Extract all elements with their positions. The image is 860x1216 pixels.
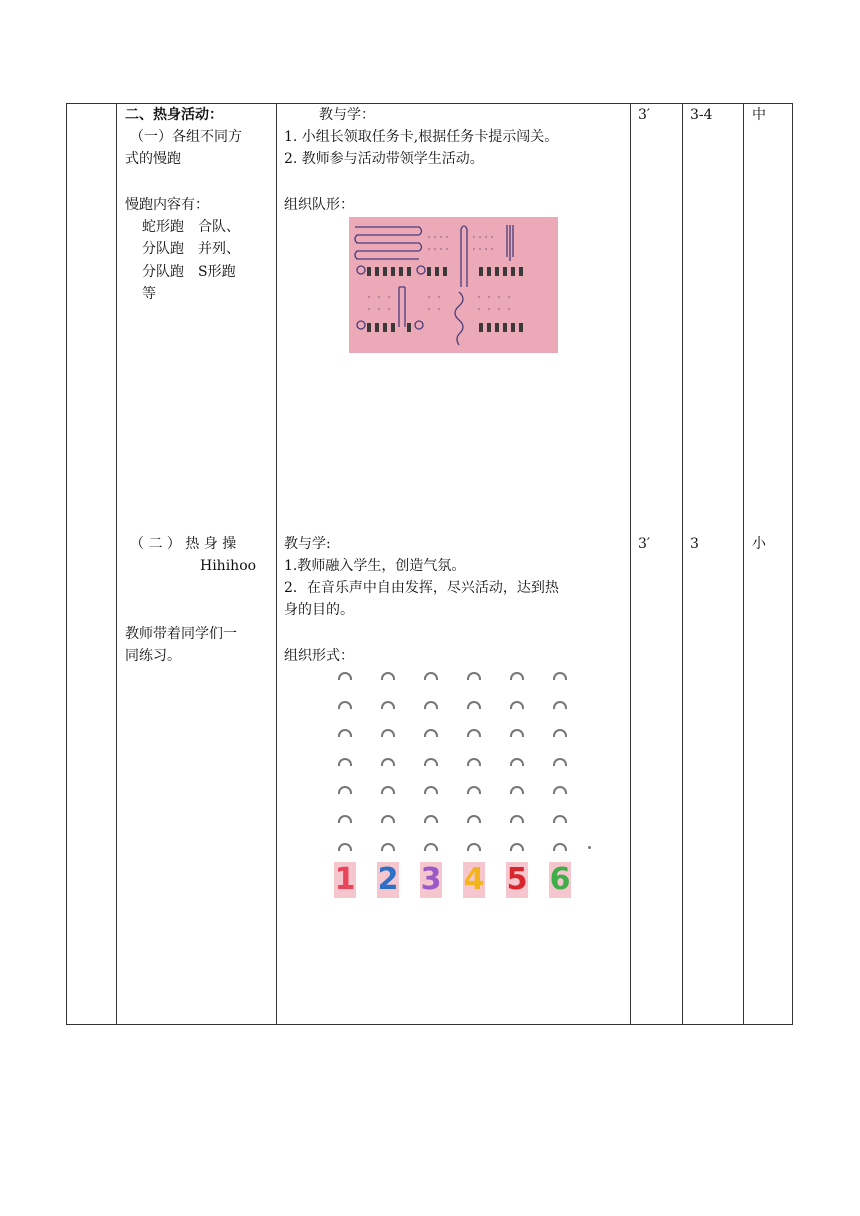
activity-title-line2: 式的慢跑 — [125, 151, 181, 167]
time-value: 3′ — [638, 107, 651, 123]
intensity-value: 中 — [752, 107, 766, 123]
arc-marker-icon — [424, 729, 438, 737]
time-value: 3′ — [638, 536, 651, 552]
formation-diagram-photo — [349, 217, 558, 353]
arc-marker-icon — [510, 843, 524, 851]
description-line: 教师带着同学们一 — [125, 626, 237, 642]
arc-marker-icon — [467, 729, 481, 737]
method-line: 1. 小组长领取任务卡,根据任务卡提示闯关。 — [284, 129, 559, 145]
team-number-1: 1 — [334, 862, 356, 897]
method-line: 1.教师融入学生，创造气氛。 — [284, 558, 466, 574]
count-value: 3-4 — [690, 107, 713, 123]
arc-marker-icon — [553, 672, 567, 680]
content-title: 慢跑内容有： — [125, 197, 209, 213]
activity-title-line2: Hihihoo — [200, 558, 257, 574]
section-heading: 二、热身活动： — [125, 107, 223, 123]
content-line: 蛇形跑 合队、 — [142, 219, 240, 235]
arc-marker-icon — [467, 843, 481, 851]
arc-marker-icon — [381, 672, 395, 680]
description-line: 同练习。 — [125, 648, 181, 664]
team-number-2: 2 — [377, 862, 399, 897]
arc-marker-icon — [467, 672, 481, 680]
method-line: 身的目的。 — [284, 602, 354, 618]
arc-marker-icon — [467, 786, 481, 794]
intensity-value: 小 — [752, 536, 766, 552]
arc-marker-icon — [510, 786, 524, 794]
column-divider — [276, 104, 277, 1024]
arc-marker-icon — [510, 672, 524, 680]
dot-mark — [588, 846, 591, 849]
arc-marker-icon — [553, 786, 567, 794]
method-line: 2. 教师参与活动带领学生活动。 — [284, 151, 484, 167]
column-divider — [743, 104, 744, 1024]
arc-marker-icon — [424, 786, 438, 794]
team-number-3: 3 — [420, 862, 442, 897]
arc-marker-icon — [338, 672, 352, 680]
method-title: 教与学: — [284, 536, 331, 552]
arc-marker-icon — [381, 729, 395, 737]
formation-label: 组织队形： — [284, 197, 354, 213]
arc-marker-icon — [381, 786, 395, 794]
count-value: 3 — [690, 536, 699, 552]
arc-marker-icon — [510, 729, 524, 737]
team-number-4: 4 — [463, 862, 485, 897]
arc-marker-icon — [424, 672, 438, 680]
method-title: 教与学： — [319, 107, 375, 123]
arc-marker-icon — [424, 843, 438, 851]
arc-marker-icon — [338, 843, 352, 851]
method-line: 2．在音乐声中自由发挥，尽兴活动，达到热 — [284, 580, 559, 596]
column-divider — [116, 104, 117, 1024]
column-divider — [630, 104, 631, 1024]
arc-marker-icon — [553, 843, 567, 851]
content-line: 分队跑 并列、 — [142, 241, 240, 257]
content-line: 分队跑 S形跑 — [142, 264, 236, 280]
formation-label: 组织形式： — [284, 648, 354, 664]
arc-marker-icon — [553, 729, 567, 737]
team-number-6: 6 — [549, 862, 571, 897]
column-divider — [682, 104, 683, 1024]
arc-marker-icon — [338, 786, 352, 794]
team-number-5: 5 — [506, 862, 528, 897]
activity-title-line1: （ 二 ） 热 身 操 — [130, 536, 237, 552]
activity-title-line1: （一）各组不同方 — [130, 129, 242, 145]
arc-marker-icon — [381, 843, 395, 851]
arc-marker-icon — [338, 729, 352, 737]
content-line: 等 — [142, 286, 156, 302]
